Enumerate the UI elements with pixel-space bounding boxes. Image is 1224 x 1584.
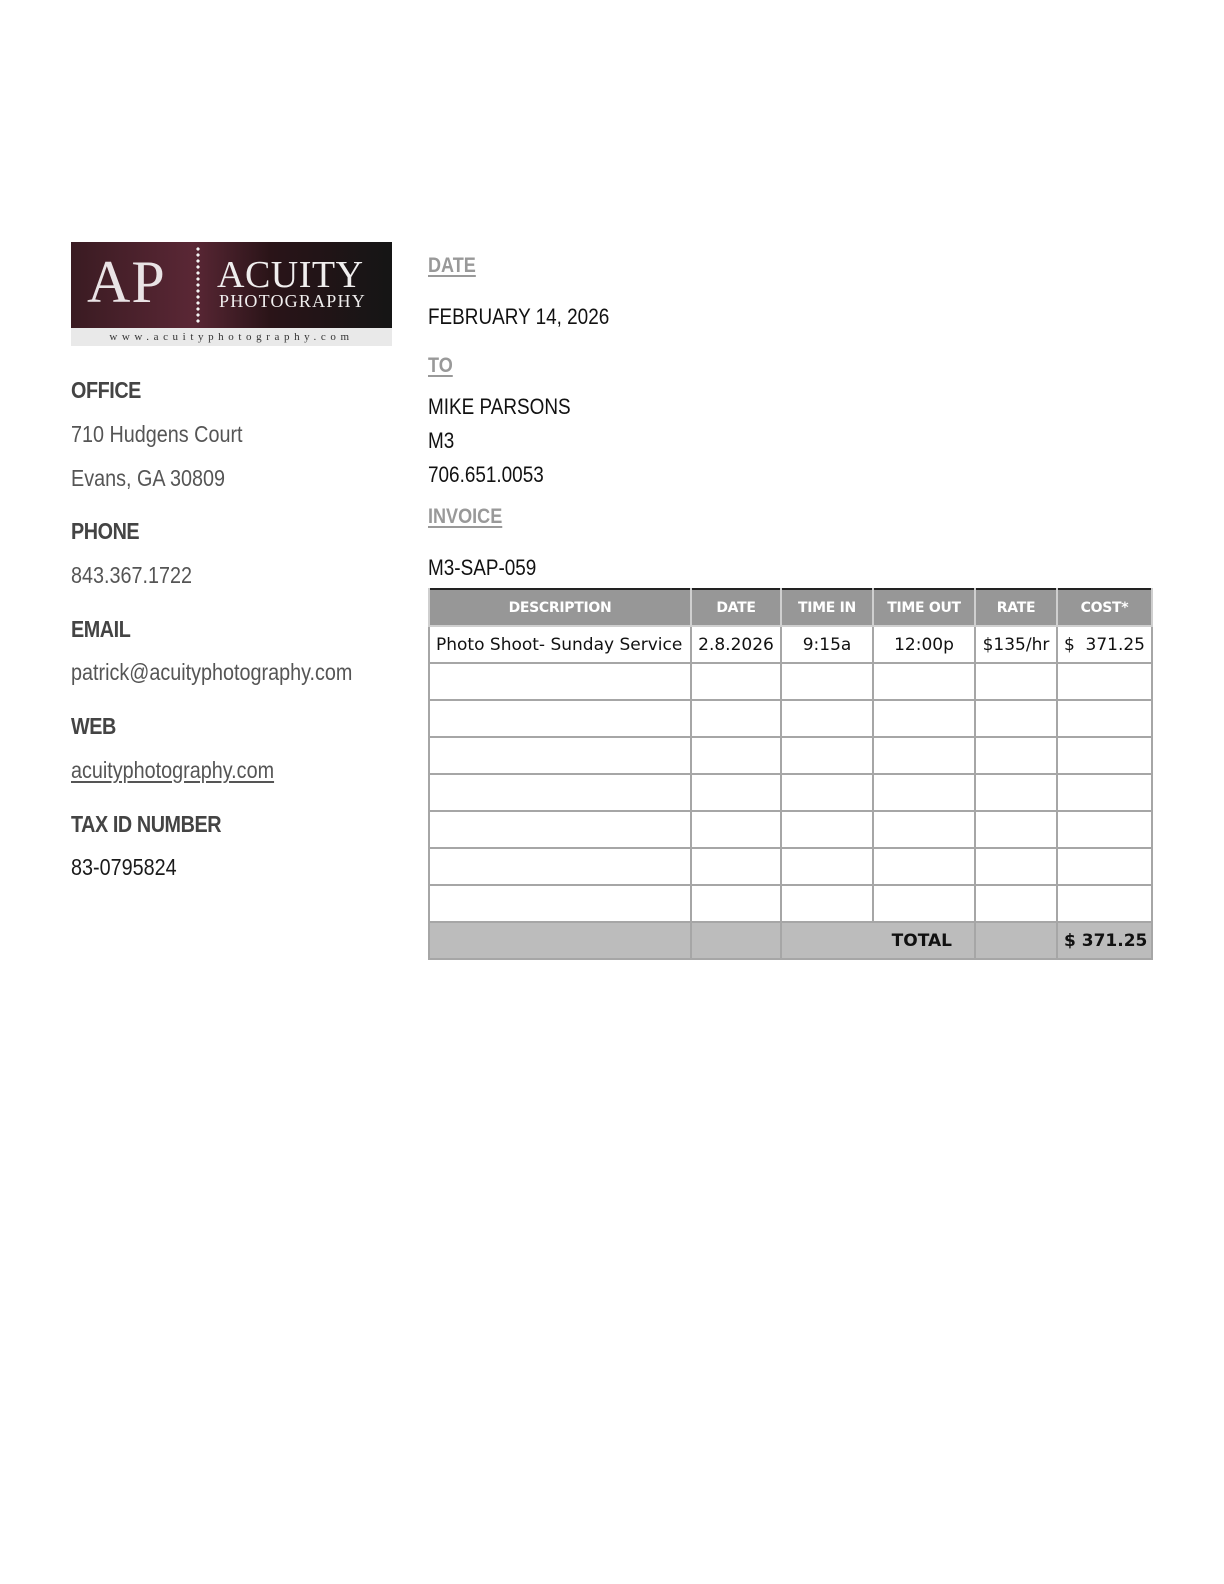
logo-banner	[71, 242, 392, 328]
total-row	[429, 922, 1152, 959]
empty-cell	[873, 700, 975, 737]
web-link[interactable]: acuityphotography.com	[71, 757, 275, 783]
empty-cell	[873, 663, 975, 700]
empty-cell	[781, 737, 873, 774]
empty-cell	[429, 700, 691, 737]
empty-cell	[781, 663, 873, 700]
empty-cell	[429, 885, 691, 922]
recipient-phone: 706.651.0053	[428, 462, 544, 487]
logo-name-line1: ACUITY	[217, 254, 364, 296]
total-spacer-date	[691, 922, 781, 959]
empty-cell	[429, 737, 691, 774]
date-label: DATE	[428, 254, 476, 277]
column-header-time-out: TIME OUT	[873, 589, 975, 626]
empty-cell	[781, 848, 873, 885]
total-label: TOTAL	[781, 922, 975, 959]
empty-cell	[781, 885, 873, 922]
empty-cell	[975, 885, 1057, 922]
empty-cell	[429, 774, 691, 811]
empty-cell	[873, 885, 975, 922]
cell-date: 2.8.2026	[691, 626, 781, 663]
empty-cell	[1057, 737, 1152, 774]
to-label: TO	[428, 354, 453, 377]
invoice-label: INVOICE	[428, 505, 503, 528]
empty-cell	[1057, 700, 1152, 737]
empty-cell	[691, 663, 781, 700]
phone-label: PHONE	[71, 518, 140, 544]
recipient-company: M3	[428, 428, 455, 453]
column-header-cost: COST*	[1057, 589, 1152, 626]
empty-cell	[873, 737, 975, 774]
logo-name-line2: PHOTOGRAPHY	[219, 291, 366, 311]
empty-cell	[781, 774, 873, 811]
empty-cell	[1057, 848, 1152, 885]
total-value: $ 371.25	[1057, 922, 1152, 959]
empty-cell	[975, 848, 1057, 885]
empty-cell	[873, 811, 975, 848]
column-header-rate: RATE	[975, 589, 1057, 626]
tax-id-value: 83-0795824	[71, 854, 177, 880]
empty-cell	[429, 848, 691, 885]
table-row-empty	[429, 737, 1152, 774]
empty-cell	[691, 737, 781, 774]
invoice-date: FEBRUARY 14, 2026	[428, 304, 610, 329]
phone-value: 843.367.1722	[71, 562, 193, 588]
empty-cell	[1057, 811, 1152, 848]
cell-time-out: 12:00p	[873, 626, 975, 663]
table-row-empty	[429, 811, 1152, 848]
table-header-row	[429, 589, 1152, 626]
empty-cell	[781, 700, 873, 737]
empty-cell	[691, 700, 781, 737]
empty-cell	[691, 811, 781, 848]
empty-cell	[975, 811, 1057, 848]
empty-cell	[429, 663, 691, 700]
column-header-time-in: TIME IN	[781, 589, 873, 626]
empty-cell	[1057, 663, 1152, 700]
empty-cell	[429, 811, 691, 848]
cell-cost	[1057, 626, 1152, 663]
total-spacer-description	[429, 922, 691, 959]
empty-cell	[975, 663, 1057, 700]
column-header-description: DESCRIPTION	[429, 589, 691, 626]
logo-url: www.acuityphotography.com	[71, 328, 392, 346]
empty-cell	[975, 737, 1057, 774]
email-label: EMAIL	[71, 616, 131, 642]
total-spacer-rate	[975, 922, 1057, 959]
table-row-empty	[429, 885, 1152, 922]
company-logo	[71, 242, 392, 346]
table-row-empty	[429, 774, 1152, 811]
logo-monogram: AP	[87, 249, 166, 315]
empty-cell	[1057, 885, 1152, 922]
tax-id-label: TAX ID NUMBER	[71, 811, 222, 837]
table-row	[429, 626, 1152, 663]
table-row-empty	[429, 700, 1152, 737]
column-header-date: DATE	[691, 589, 781, 626]
office-label: OFFICE	[71, 377, 141, 403]
empty-cell	[873, 848, 975, 885]
recipient-name: MIKE PARSONS	[428, 394, 571, 419]
empty-cell	[691, 885, 781, 922]
invoice-number: M3-SAP-059	[428, 555, 537, 580]
cell-rate: $135/hr	[975, 626, 1057, 663]
cost-amount: 371.25	[1085, 634, 1145, 655]
cost-currency-symbol: $	[1064, 634, 1075, 655]
table-row-empty	[429, 848, 1152, 885]
cell-description: Photo Shoot- Sunday Service	[429, 626, 691, 663]
office-address-line2: Evans, GA 30809	[71, 465, 225, 491]
empty-cell	[975, 774, 1057, 811]
email-value[interactable]: patrick@acuityphotography.com	[71, 659, 353, 685]
invoice-table	[428, 588, 1153, 960]
web-label: WEB	[71, 713, 116, 739]
empty-cell	[1057, 774, 1152, 811]
empty-cell	[691, 774, 781, 811]
empty-cell	[691, 848, 781, 885]
office-address-line1: 710 Hudgens Court	[71, 421, 243, 447]
empty-cell	[873, 774, 975, 811]
logo-dot-divider	[195, 246, 201, 324]
empty-cell	[781, 811, 873, 848]
table-row-empty	[429, 663, 1152, 700]
cell-time-in: 9:15a	[781, 626, 873, 663]
empty-cell	[975, 700, 1057, 737]
